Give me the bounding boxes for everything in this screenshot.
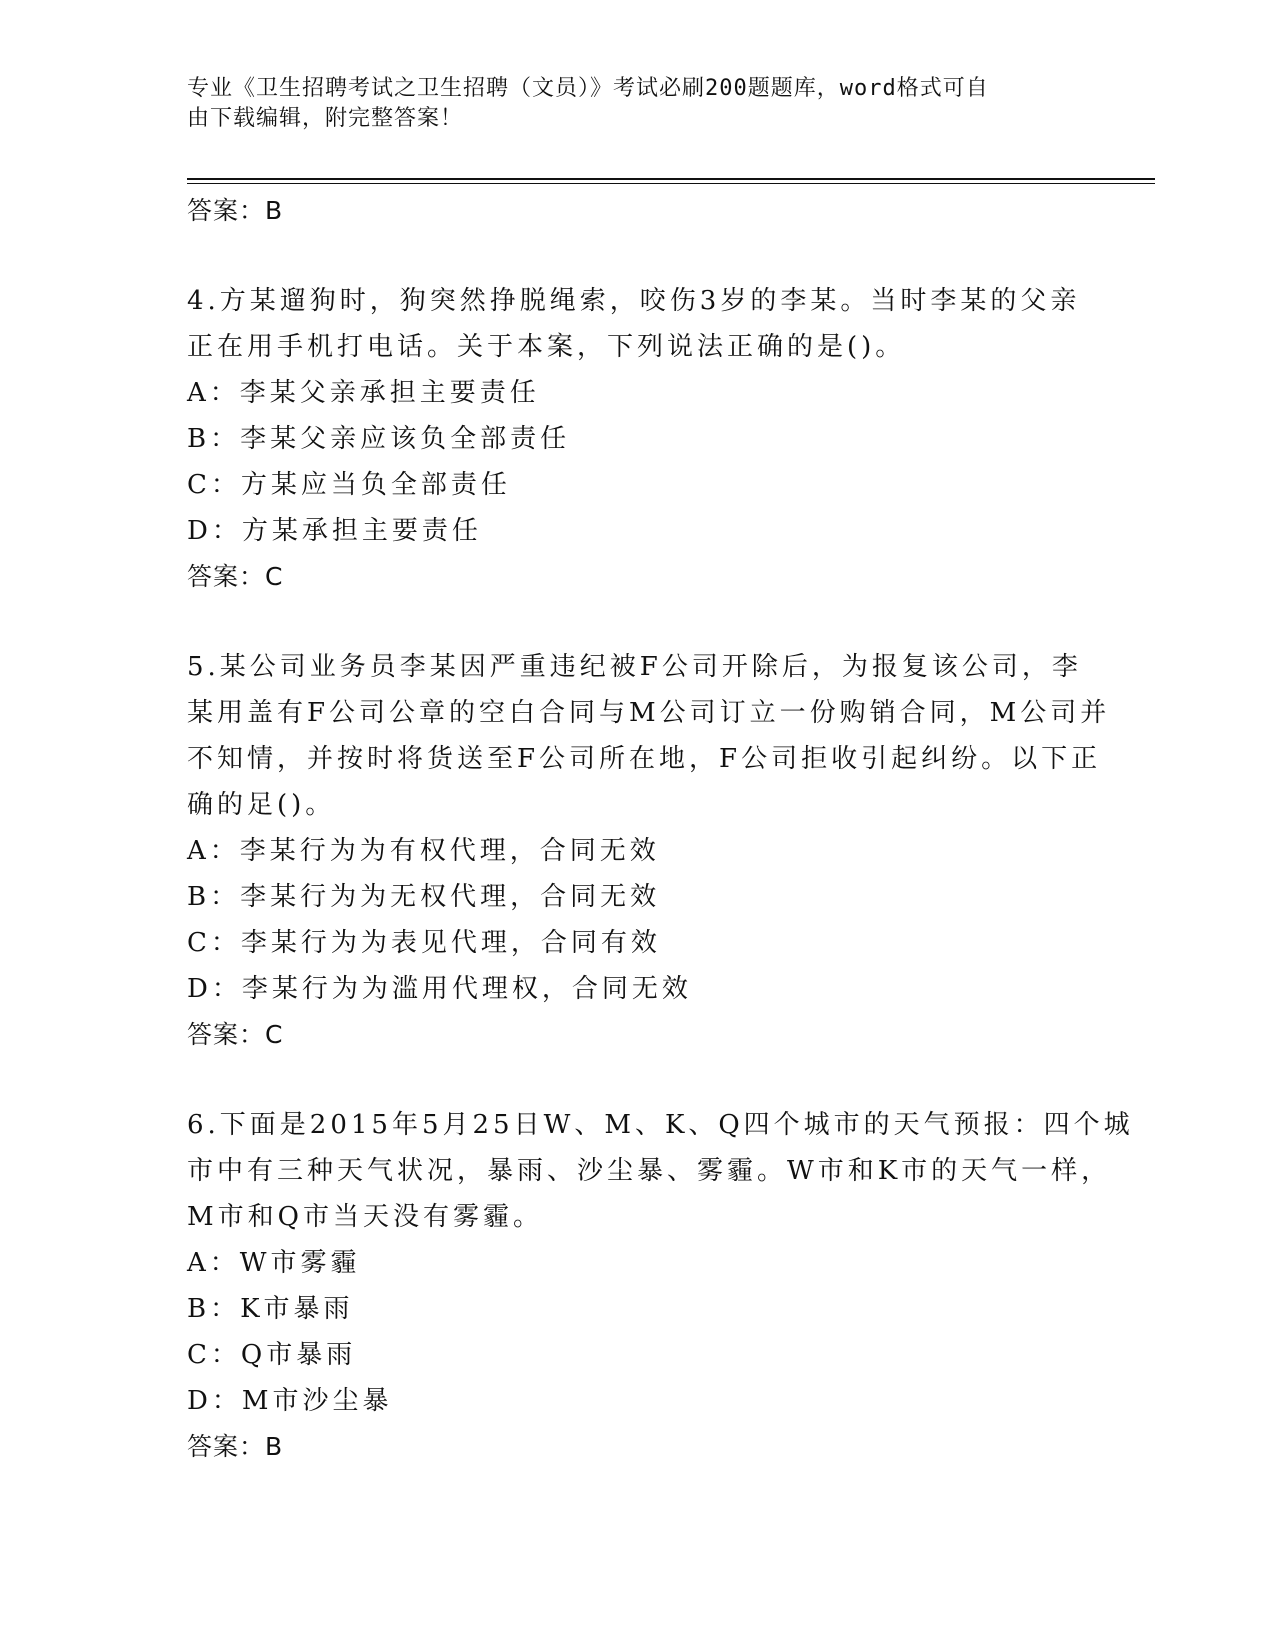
document-header <box>187 74 1067 134</box>
question-4-answer: 答案：C <box>187 562 284 591</box>
header-rule-thin <box>187 183 1155 184</box>
question-5-option-d: D：李某行为为滥用代理权，合同无效 <box>187 974 692 1004</box>
header-line-1: 专业《卫生招聘考试之卫生招聘（文员）》考试必刷200题题库，word格式可自 <box>187 76 989 101</box>
question-5-option-a: A：李某行为为有权代理，合同无效 <box>187 836 660 866</box>
spacer <box>187 1058 1107 1102</box>
question-5-text-line-4: 确的足()。 <box>187 790 336 820</box>
spacer <box>187 234 1107 278</box>
question-4-option-a: A：李某父亲承担主要责任 <box>187 378 540 408</box>
question-6-text-line-2: 市中有三种天气状况，暴雨、沙尘暴、雾霾。W市和K市的天气一样， <box>187 1156 1112 1186</box>
question-block-5 <box>187 644 1111 1058</box>
question-5-answer: 答案：C <box>187 1020 284 1049</box>
header-line-2: 由下载编辑，附完整答案！ <box>187 106 464 131</box>
question-4-text-line-2: 正在用手机打电话。关于本案，下列说法正确的是()。 <box>187 332 906 362</box>
header-rule-thick <box>187 178 1155 180</box>
question-5-option-c: C：李某行为为表见代理，合同有效 <box>187 928 661 958</box>
question-5-text-line-1: 5.某公司业务员李某因严重违纪被F公司开除后，为报复该公司，李 <box>187 652 1082 682</box>
question-4-option-c: C：方某应当负全部责任 <box>187 470 511 500</box>
question-6-option-a: A：W市雾霾 <box>187 1248 361 1278</box>
spacer <box>187 600 1107 644</box>
question-5-text-line-2: 某用盖有F公司公章的空白合同与M公司订立一份购销合同，M公司并 <box>187 698 1111 728</box>
question-6-option-d: D：M市沙尘暴 <box>187 1386 393 1416</box>
question-6-text-line-1: 6.下面是2015年5月25日W、M、K、Q四个城市的天气预报：四个城 <box>187 1110 1134 1140</box>
question-6-option-b: B：K市暴雨 <box>187 1294 354 1324</box>
question-4-text-line-1: 4.方某遛狗时，狗突然挣脱绳索，咬伤3岁的李某。当时李某的父亲 <box>187 286 1081 316</box>
question-block-6 <box>187 1102 1134 1470</box>
question-6-answer: 答案：B <box>187 1432 284 1461</box>
question-6-text-line-3: M市和Q市当天没有雾霾。 <box>187 1202 543 1232</box>
question-4-option-b: B：李某父亲应该负全部责任 <box>187 424 571 454</box>
question-4-option-d: D：方某承担主要责任 <box>187 516 482 546</box>
question-block-4 <box>187 278 1107 600</box>
question-5-text-line-3: 不知情，并按时将货送至F公司所在地，F公司拒收引起纠纷。以下正 <box>187 744 1102 774</box>
question-5-option-b: B：李某行为为无权代理，合同无效 <box>187 882 661 912</box>
question-6-option-c: C：Q市暴雨 <box>187 1340 357 1370</box>
question-content <box>187 188 1134 1470</box>
previous-answer: 答案：B <box>187 196 284 225</box>
